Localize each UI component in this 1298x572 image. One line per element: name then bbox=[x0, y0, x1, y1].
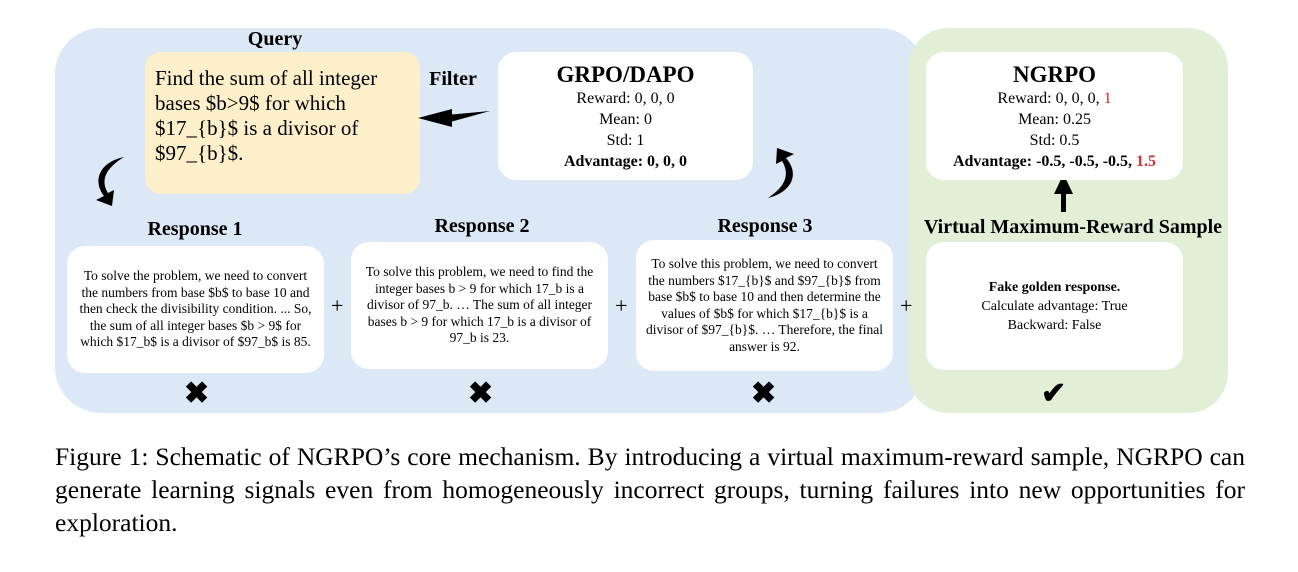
ngrpo-reward-virtual: 1 bbox=[1103, 90, 1112, 107]
plus-sign-1: + bbox=[331, 293, 344, 318]
response-2-label: Response 2 bbox=[434, 215, 530, 237]
grpo-std: Std: 1 bbox=[606, 132, 645, 149]
virtual-sample-line-3: Backward: False bbox=[1007, 317, 1102, 333]
response-1-label: Response 1 bbox=[147, 218, 243, 240]
ngrpo-advantage: Advantage: -0.5, -0.5, -0.5, 1.5 bbox=[952, 153, 1157, 170]
plus-sign-2: + bbox=[615, 293, 628, 318]
grpo-dapo-box bbox=[498, 52, 753, 180]
virtual-sample-line-2: Calculate advantage: True bbox=[981, 298, 1128, 314]
ngrpo-std: Std: 0.5 bbox=[1029, 132, 1080, 149]
plus-sign-3: + bbox=[900, 293, 913, 318]
query-label: Query bbox=[247, 28, 303, 50]
response-2-cross-icon: ✖ bbox=[468, 377, 494, 410]
virtual-sample-box bbox=[926, 242, 1183, 370]
ngrpo-box bbox=[926, 52, 1183, 180]
response-2-box: To solve this problem, we need to find the integer bases b > 9 for which 17_b is a divisor of 97_b. … The sum of all integer bases b > 9 for which 17_b is a divisor of 97_b is 23. bbox=[351, 242, 608, 369]
response-3-cross-icon: ✖ bbox=[751, 377, 777, 410]
grpo-title: GRPO/DAPO bbox=[556, 62, 695, 87]
ngrpo-mean: Mean: 0.25 bbox=[1018, 111, 1091, 128]
virtual-sample-line-1: Fake golden response. bbox=[988, 279, 1121, 295]
response-1-box: To solve the problem, we need to convert the numbers from base $b$ to base 10 and then check the divisibility condition. ... So, the sum of all integer bases $b > 9$ for which $17_b$ is a divisor of $97_b$ is 85. bbox=[67, 246, 324, 373]
grpo-mean: Mean: 0 bbox=[599, 111, 652, 128]
curved-arrow-up-icon bbox=[768, 148, 794, 198]
grpo-advantage: Advantage: 0, 0, 0 bbox=[563, 153, 688, 170]
virtual-sample-label: Virtual Maximum-Reward Sample bbox=[923, 216, 1223, 238]
response-3-box: To solve this problem, we need to convert the numbers $17_{b}$ and $97_{b}$ from base $b$ to base 10 and then determine the values of $b$ for which $17_{b}$ is a divisor of $97_{b}$. … Therefore, the final answer is 92. bbox=[636, 240, 893, 371]
response-3-label: Response 3 bbox=[717, 215, 813, 237]
figure-caption: Figure 1: Schematic of NGRPO’s core mechanism. By introducing a virtual maximum-reward sample, NGRPO can generate learning signals even from homogeneously incorrect groups, turning failures into new opportunities for exploration. bbox=[55, 442, 1245, 537]
ngrpo-title: NGRPO bbox=[1012, 62, 1097, 87]
filter-label: Filter bbox=[429, 68, 477, 90]
response-1-cross-icon: ✖ bbox=[184, 377, 210, 410]
ngrpo-reward: Reward: 0, 0, 0, 1 bbox=[997, 90, 1112, 107]
curved-arrow-down-icon bbox=[96, 157, 124, 206]
filter-arrow-icon bbox=[418, 109, 490, 127]
ngrpo-advantage-virtual: 1.5 bbox=[1136, 153, 1157, 170]
grpo-reward: Reward: 0, 0, 0 bbox=[576, 90, 675, 107]
virtual-sample-check-icon: ✔ bbox=[1041, 377, 1067, 410]
query-box: Find the sum of all integer bases $b>9$ for which $17_{b}$ is a divisor of $97_{b}$. bbox=[145, 52, 420, 194]
